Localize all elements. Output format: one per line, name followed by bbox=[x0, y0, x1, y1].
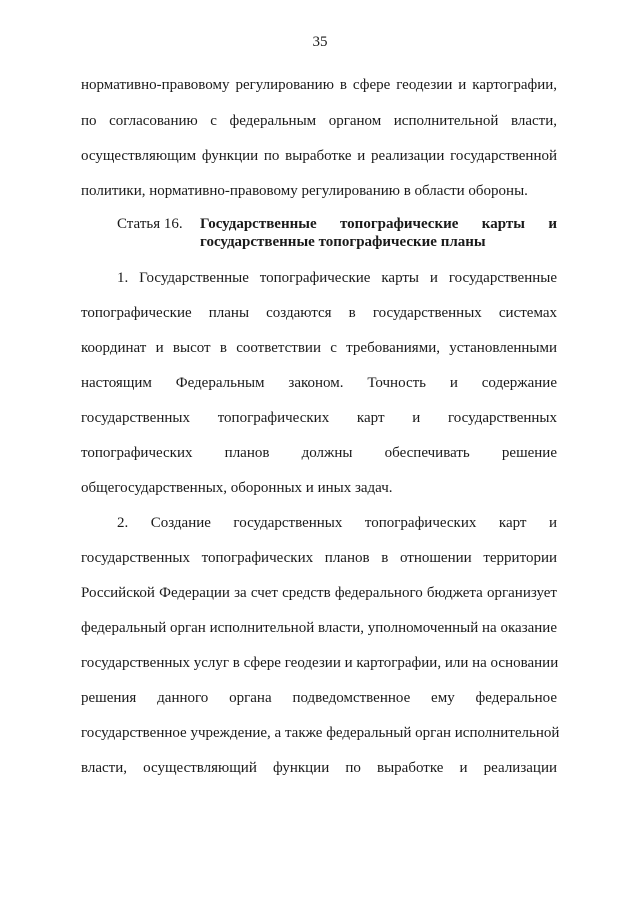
paragraph-2-line: государственное учреждение, а также федеральный орган исполнительной bbox=[81, 725, 560, 741]
paragraph-1-line: настоящим Федеральным законом. Точность и содержание bbox=[81, 375, 557, 391]
body-text-line: осуществляющим функции по выработке и реализации государственной bbox=[81, 148, 557, 164]
paragraph-2-line: государственных топографических планов в отношении территории bbox=[81, 550, 557, 566]
paragraph-2-line: власти, осуществляющий функции по выработке и реализации bbox=[81, 760, 557, 776]
paragraph-1-line: государственных топографических карт и государственных bbox=[81, 410, 557, 426]
paragraph-1-line: 1. Государственные топографические карты и государственные bbox=[117, 270, 557, 286]
paragraph-1-line: координат и высот в соответствии с требованиями, установленными bbox=[81, 340, 557, 356]
paragraph-2-line: Российской Федерации за счет средств федерального бюджета организует bbox=[81, 585, 557, 601]
paragraph-1-line: топографических планов должны обеспечивать решение bbox=[81, 445, 557, 461]
article-label: Статья 16. bbox=[117, 216, 183, 232]
paragraph-2-line: решения данного органа подведомственное ему федеральное bbox=[81, 690, 557, 706]
paragraph-1-line: общегосударственных, оборонных и иных задач. bbox=[81, 480, 393, 496]
paragraph-2-line: государственных услуг в сфере геодезии и картографии, или на основании bbox=[81, 655, 559, 671]
page-number: 35 bbox=[312, 34, 328, 50]
paragraph-2-line: 2. Создание государственных топографических карт и bbox=[117, 515, 557, 531]
body-text-line: политики, нормативно-правовому регулированию в области обороны. bbox=[81, 183, 528, 199]
paragraph-2-line: федеральный орган исполнительной власти, уполномоченный на оказание bbox=[81, 620, 557, 636]
article-title: государственные топографические планы bbox=[200, 234, 486, 250]
body-text-line: по согласованию с федеральным органом исполнительной власти, bbox=[81, 113, 557, 129]
article-title: Государственные топографические карты и bbox=[200, 216, 557, 232]
body-text-line: нормативно-правовому регулированию в сфере геодезии и картографии, bbox=[81, 77, 557, 93]
paragraph-1-line: топографические планы создаются в государственных системах bbox=[81, 305, 557, 321]
